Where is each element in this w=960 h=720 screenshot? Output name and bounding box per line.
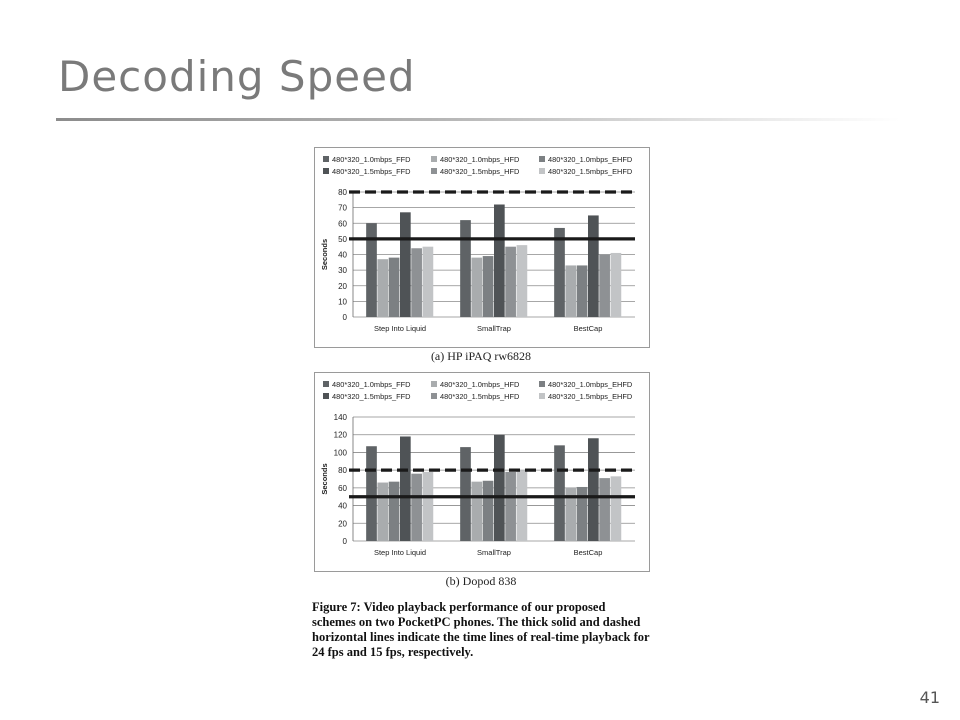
bar <box>400 212 411 317</box>
legend-label: 480*320_1.5mbps_HFD <box>440 167 520 176</box>
y-tick-label: 80 <box>338 466 347 476</box>
legend-label: 480*320_1.0mbps_FFD <box>332 155 411 164</box>
y-tick-label: 40 <box>338 250 347 260</box>
bar <box>494 435 505 541</box>
legend-swatch <box>323 168 329 174</box>
bar <box>471 258 482 317</box>
y-tick-label: 60 <box>338 219 347 229</box>
y-tick-label: 20 <box>338 519 347 529</box>
legend-label: 480*320_1.5mbps_EHFD <box>548 167 633 176</box>
y-tick-label: 0 <box>342 313 347 322</box>
y-tick-label: 60 <box>338 483 347 493</box>
bar <box>471 482 482 541</box>
bar <box>505 472 516 541</box>
legend-swatch <box>431 156 437 162</box>
legend-label: 480*320_1.0mbps_HFD <box>440 380 520 389</box>
legend-label: 480*320_1.5mbps_FFD <box>332 392 411 401</box>
x-category-label: Step Into Liquid <box>373 324 427 333</box>
bar <box>494 205 505 318</box>
y-tick-label: 10 <box>338 297 347 307</box>
legend-swatch <box>431 393 437 399</box>
bar <box>565 265 576 317</box>
bar <box>588 438 599 541</box>
chart-hp-ipaq <box>314 147 650 348</box>
bar <box>517 245 528 317</box>
bar <box>377 483 388 541</box>
chart-a-svg <box>315 148 649 347</box>
figure-caption: Figure 7: Video playback performance of our proposed schemes on two PocketPC phones. The thick solid and dashed horizontal lines indicate the time lines of real-time playback for 24 fps and 15 fps, respectively. <box>312 600 650 659</box>
bar <box>577 265 588 317</box>
legend-swatch <box>539 168 545 174</box>
bar <box>554 228 565 317</box>
y-tick-label: 40 <box>338 501 347 511</box>
legend-label: 480*320_1.0mbps_FFD <box>332 380 411 389</box>
y-tick-label: 20 <box>338 281 347 291</box>
legend-swatch <box>323 393 329 399</box>
bar <box>599 255 610 318</box>
legend-label: 480*320_1.0mbps_EHFD <box>548 380 633 389</box>
page-number: 41 <box>919 688 940 707</box>
y-tick-label: 30 <box>338 266 347 276</box>
x-category-label: SmallTrap <box>477 324 511 333</box>
legend-swatch <box>539 393 545 399</box>
bar <box>460 447 471 541</box>
chart-b-svg <box>315 373 649 571</box>
legend-label: 480*320_1.0mbps_EHFD <box>548 155 633 164</box>
bar <box>411 248 422 317</box>
legend-swatch <box>323 381 329 387</box>
chart-b-caption: (b) Dopod 838 <box>445 574 517 588</box>
chart-a-caption: (a) HP iPAQ rw6828 <box>430 349 532 363</box>
y-axis-label: Seconds <box>320 238 329 271</box>
chart-dopod <box>314 372 650 572</box>
bar <box>423 247 434 317</box>
legend-label: 480*320_1.5mbps_EHFD <box>548 392 633 401</box>
x-category-label: SmallTrap <box>477 548 511 557</box>
y-tick-label: 0 <box>342 537 347 546</box>
title-divider <box>56 118 900 121</box>
legend-swatch <box>539 381 545 387</box>
bar <box>483 481 494 541</box>
y-tick-label: 70 <box>338 203 347 213</box>
x-category-label: Step Into Liquid <box>373 548 427 557</box>
y-tick-label: 120 <box>333 430 347 440</box>
bar <box>400 436 411 541</box>
y-tick-label: 80 <box>338 188 347 197</box>
bar <box>517 470 528 541</box>
bar <box>460 220 471 317</box>
bar <box>588 215 599 317</box>
legend-swatch <box>431 381 437 387</box>
legend-label: 480*320_1.5mbps_FFD <box>332 167 411 176</box>
x-category-label: BestCap <box>573 548 603 557</box>
bar <box>423 472 434 541</box>
x-category-label: BestCap <box>573 324 603 333</box>
legend-swatch <box>539 156 545 162</box>
bar <box>599 478 610 541</box>
bar <box>554 445 565 541</box>
bar <box>505 247 516 317</box>
bar <box>483 256 494 317</box>
bar <box>377 259 388 317</box>
y-axis-label: Seconds <box>320 463 329 495</box>
bar <box>577 487 588 541</box>
y-tick-label: 50 <box>338 234 347 244</box>
slide-title: Decoding Speed <box>58 52 416 101</box>
y-tick-label: 140 <box>333 413 347 422</box>
legend-swatch <box>323 156 329 162</box>
y-tick-label: 100 <box>333 448 347 458</box>
bar <box>389 482 400 541</box>
bar <box>611 253 622 317</box>
bar <box>366 446 377 541</box>
legend-label: 480*320_1.5mbps_HFD <box>440 392 520 401</box>
bar <box>411 474 422 541</box>
legend-swatch <box>431 168 437 174</box>
legend-label: 480*320_1.0mbps_HFD <box>440 155 520 164</box>
bar <box>389 258 400 317</box>
bar <box>611 476 622 541</box>
